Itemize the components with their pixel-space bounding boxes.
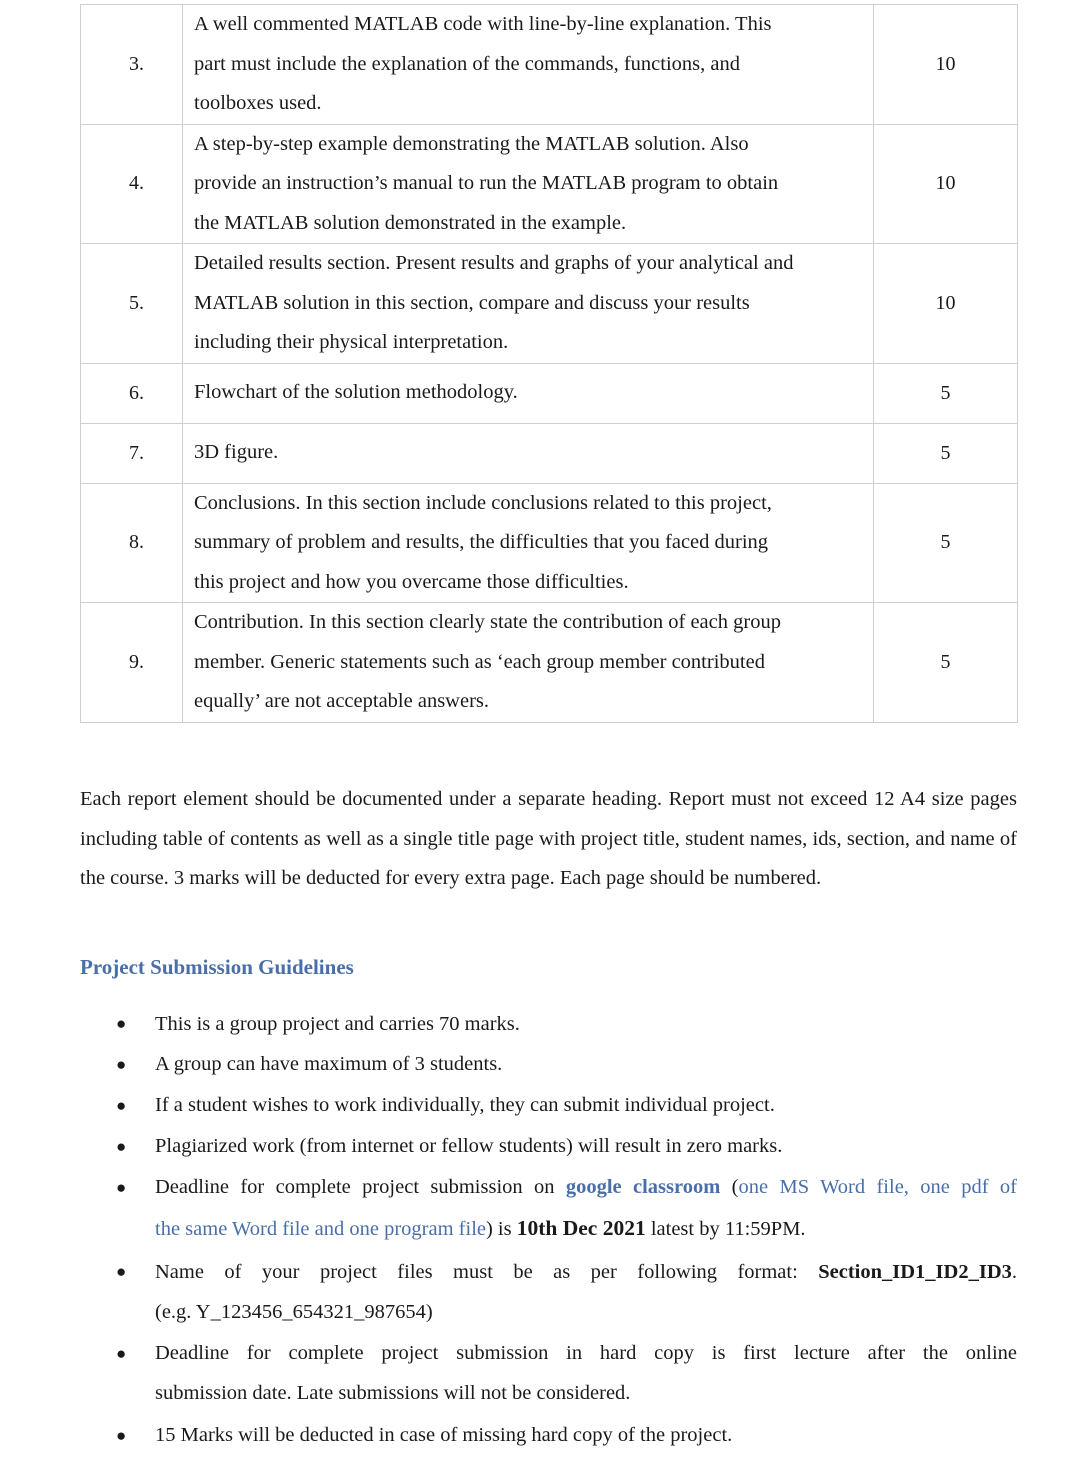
row-number: 8. <box>81 483 183 603</box>
bullet-icon: ● <box>116 1137 127 1156</box>
table-row <box>81 244 1018 364</box>
list-item: ● A group can have maximum of 3 students. <box>80 1044 1017 1085</box>
table-row <box>81 483 1018 603</box>
bullet-icon: ● <box>116 1055 127 1074</box>
report-format-paragraph: Each report element should be documented under a separate heading. Report must not exceed 12 A4 size pages including table of contents as well as a single title page with project title, student names, ids, section, and name of the course. 3 marks will be deducted for every extra page. Each page should be numbered. <box>80 788 1017 889</box>
guidelines-list <box>80 1004 1017 1456</box>
list-item: ● This is a group project and carries 70 marks. <box>80 1004 1017 1044</box>
list-item: ● If a student wishes to work individually, they can submit individual project. <box>80 1085 1017 1126</box>
row-marks: 5 <box>874 423 1018 483</box>
row-marks: 5 <box>874 603 1018 723</box>
table-row <box>81 124 1018 244</box>
table-row <box>81 5 1018 125</box>
row-description: Flowchart of the solution methodology. <box>183 363 874 423</box>
row-number: 7. <box>81 423 183 483</box>
marks-table <box>80 4 1018 723</box>
deadline-date: 10th Dec 2021 <box>516 1216 646 1240</box>
row-marks: 10 <box>874 244 1018 364</box>
bullet-icon: ● <box>116 1344 127 1363</box>
row-number: 5. <box>81 244 183 364</box>
row-marks: 10 <box>874 5 1018 125</box>
row-marks: 5 <box>874 483 1018 603</box>
google-classroom-link[interactable]: google classroom <box>565 1176 721 1198</box>
row-description: Contribution. In this section clearly state the contribution of each group member. Generic statements such as ‘each group member contributed equally’ are not acceptable answers. <box>183 603 874 723</box>
bullet-icon: ● <box>116 1178 127 1197</box>
list-item: ● Deadline for complete project submission in hard copy is first lecture after the online submission date. Late submissions will not be considered. <box>80 1334 1017 1413</box>
list-item: ● Plagiarized work (from internet or fellow students) will result in zero marks. <box>80 1126 1017 1167</box>
section-heading: Project Submission Guidelines <box>80 955 354 979</box>
row-number: 4. <box>81 124 183 244</box>
row-number: 6. <box>81 363 183 423</box>
bullet-icon: ● <box>116 1426 127 1445</box>
bullet-icon: ● <box>116 1262 127 1281</box>
table-row <box>81 423 1018 483</box>
row-marks: 10 <box>874 124 1018 244</box>
bullet-icon: ● <box>116 1014 127 1033</box>
list-item: ● Name of your project files must be as per following format: Section_ID1_ID2_ID3. (e.g. Y_123456_654321_987654) <box>80 1252 1017 1332</box>
bullet-icon: ● <box>116 1096 127 1115</box>
list-item: ● 15 Marks will be deducted in case of missing hard copy of the project. <box>80 1415 1017 1456</box>
list-item: ● Deadline for complete project submission on google classroom (one MS Word file, one pdf of the same Word file and one program file) is 10th Dec 2021 latest by 11:59PM. <box>80 1167 1017 1250</box>
row-number: 3. <box>81 5 183 125</box>
row-description: Conclusions. In this section include conclusions related to this project, summary of problem and results, the difficulties that you faced during this project and how you overcame those difficulties. <box>183 483 874 603</box>
row-number: 9. <box>81 603 183 723</box>
table-row <box>81 363 1018 423</box>
row-description: A step-by-step example demonstrating the MATLAB solution. Also provide an instruction’s manual to run the MATLAB program to obtain the MATLAB solution demonstrated in the example. <box>183 124 874 244</box>
row-description: Detailed results section. Present results and graphs of your analytical and MATLAB solution in this section, compare and discuss your results including their physical interpretation. <box>183 244 874 364</box>
table-row <box>81 603 1018 723</box>
file-name-format: Section_ID1_ID2_ID3 <box>818 1261 1012 1283</box>
row-description: 3D figure. <box>183 423 874 483</box>
row-description: A well commented MATLAB code with line-by-line explanation. This part must include the explanation of the commands, functions, and toolboxes used. <box>183 5 874 125</box>
row-marks: 5 <box>874 363 1018 423</box>
